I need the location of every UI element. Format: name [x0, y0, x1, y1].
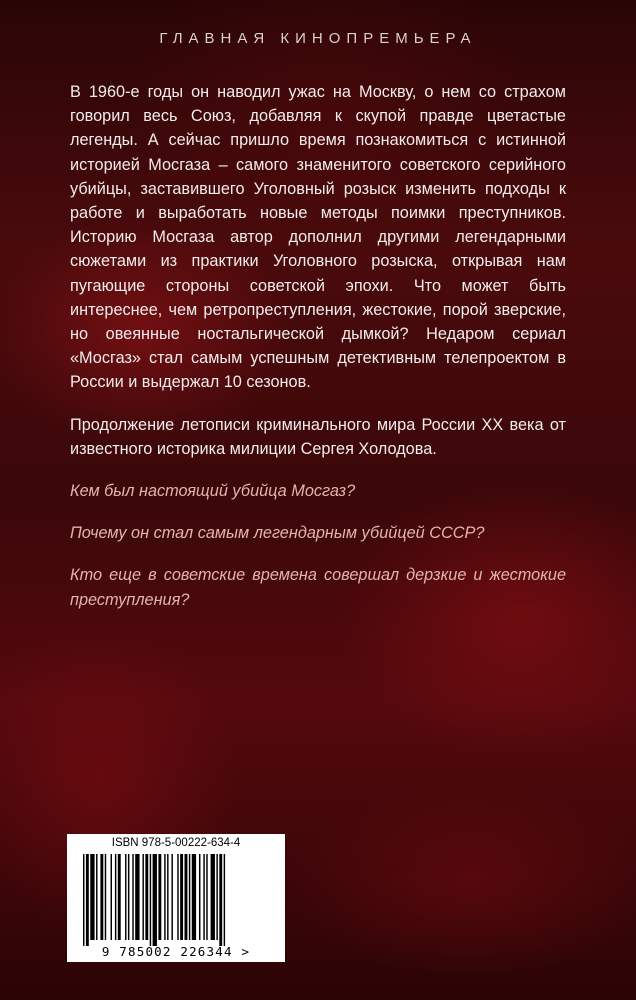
isbn-barcode: [67, 834, 285, 962]
barcode-bar: [206, 854, 207, 940]
barcode-bar: [164, 854, 165, 940]
barcode-bar: [203, 854, 204, 940]
barcode-bar: [219, 854, 222, 946]
barcode-bar: [158, 854, 161, 940]
barcode-bars: [67, 834, 285, 962]
question-1: Кем был настоящий убийца Мосгаз?: [70, 482, 356, 501]
series-title: ГЛАВНАЯ КИНОПРЕМЬЕРА: [159, 30, 477, 47]
description-paragraph-1: В 1960-е годы он наводил ужас на Москву, о нем со страхом говорил весь Союз, добавляя к скупой правде цветастые легенды. А сейчас пришло время познакомиться с истинной историей Мосгаза – самого знаменитого советского серийного убийцы, заставившего Уголовный розыск изменить подходы к работе и выработать новые методы поимки преступников. Историю Мосгаза автор дополнил другими легендарными сюжетами из практики Уголовного розыска, открывая нам пугающие стороны советской эпохи. Что может быть интереснее, чем ретропреступления, жестокие, порой зверские, но овеянные ностальгической дымкой? Недаром сериал «Мосгаз» стал самым успешным детективным телепроектом в России и выдержал 10 сезонов.: [70, 83, 566, 392]
barcode-bar: [128, 854, 129, 940]
barcode-bar: [180, 854, 183, 940]
question-2: Почему он стал самым легендарным убийцей СССР?: [70, 524, 485, 543]
barcode-bar: [135, 854, 139, 940]
barcode-bar: [111, 854, 112, 940]
barcode-bar: [142, 854, 143, 940]
barcode-bar: [105, 854, 106, 940]
isbn-label: ISBN 978-5-00222-634-4: [111, 837, 241, 849]
barcode-bar: [177, 854, 178, 940]
barcode-bar: [100, 854, 103, 940]
barcode-bar: [185, 854, 188, 940]
barcode-bar: [216, 854, 217, 940]
cover-text: [70, 80, 566, 612]
barcode-bar: [150, 854, 151, 946]
barcode-bar: [125, 854, 126, 940]
barcode-bar: [211, 854, 215, 940]
barcode-bar: [192, 854, 196, 940]
barcode-bar: [199, 854, 200, 940]
barcode-bar: [115, 854, 116, 940]
barcode-bar: [171, 854, 172, 940]
barcode-bar: [189, 854, 190, 940]
barcode-bar: [153, 854, 157, 946]
barcode-bar: [96, 854, 97, 940]
barcode-bar: [118, 854, 121, 940]
description-paragraph-2: Продолжение летописи криминального мира России XX века от известного историка милиции Сергея Холодова.: [70, 415, 566, 458]
barcode-bar: [145, 854, 148, 940]
barcode-bar: [167, 854, 168, 940]
question-3: Кто еще в советские времена совершал дерзкие и жестокие преступления?: [70, 566, 566, 609]
barcode-bar: [83, 854, 84, 946]
barcode-digits: 9 785002 226344 >: [101, 944, 251, 959]
barcode-bar: [132, 854, 133, 940]
barcode-bar: [224, 854, 225, 946]
barcode-bar: [86, 854, 89, 946]
barcode-bar: [90, 854, 94, 940]
